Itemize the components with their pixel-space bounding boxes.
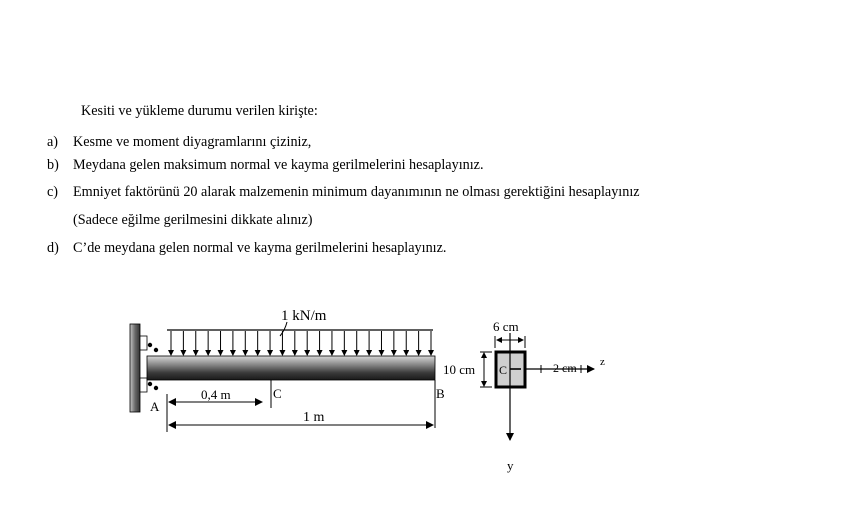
item-c-text: Emniyet faktörünü 20 alarak malzemenin minimum dayanımının ne olması gerektiğini hesaplayınız [73,184,640,200]
section-width-label: 6 cm [493,319,519,334]
cross-section [480,333,594,440]
point-c-label: C [273,386,282,401]
axis-z-label: z [600,356,605,368]
section-height-label: 10 cm [443,362,476,377]
axis-y-label: y [507,458,514,473]
item-b-text: Meydana gelen maksimum normal ve kayma gerilmelerini hesaplayınız. [73,157,484,173]
beam [147,356,435,380]
dim-ac-label: 0,4 m [201,387,231,402]
problem-intro: Kesiti ve yükleme durumu verilen kirişte: [81,103,318,119]
item-c-note: (Sadece eğilme gerilmesini dikkate alınız) [73,212,313,228]
end-b-label: B [436,386,445,401]
item-c-letter: c) [47,184,59,200]
item-d-text: C’de meydana gelen normal ve kayma gerilmelerini hesaplayınız. [73,240,447,256]
load-label: 1 kN/m [281,308,327,324]
item-a-letter: a) [47,134,59,150]
distributed-load [167,330,433,355]
item-a-text: Kesme ve moment diyagramlarını çiziniz, [73,134,312,150]
support-a-label: A [150,399,160,414]
load-leader [280,322,287,336]
item-b-letter: b) [47,157,59,173]
item-d-letter: d) [47,240,59,256]
section-centroid-label: C [499,363,508,377]
dim-total-label: 1 m [303,410,325,425]
section-offset-label: 2 cm [553,361,577,375]
